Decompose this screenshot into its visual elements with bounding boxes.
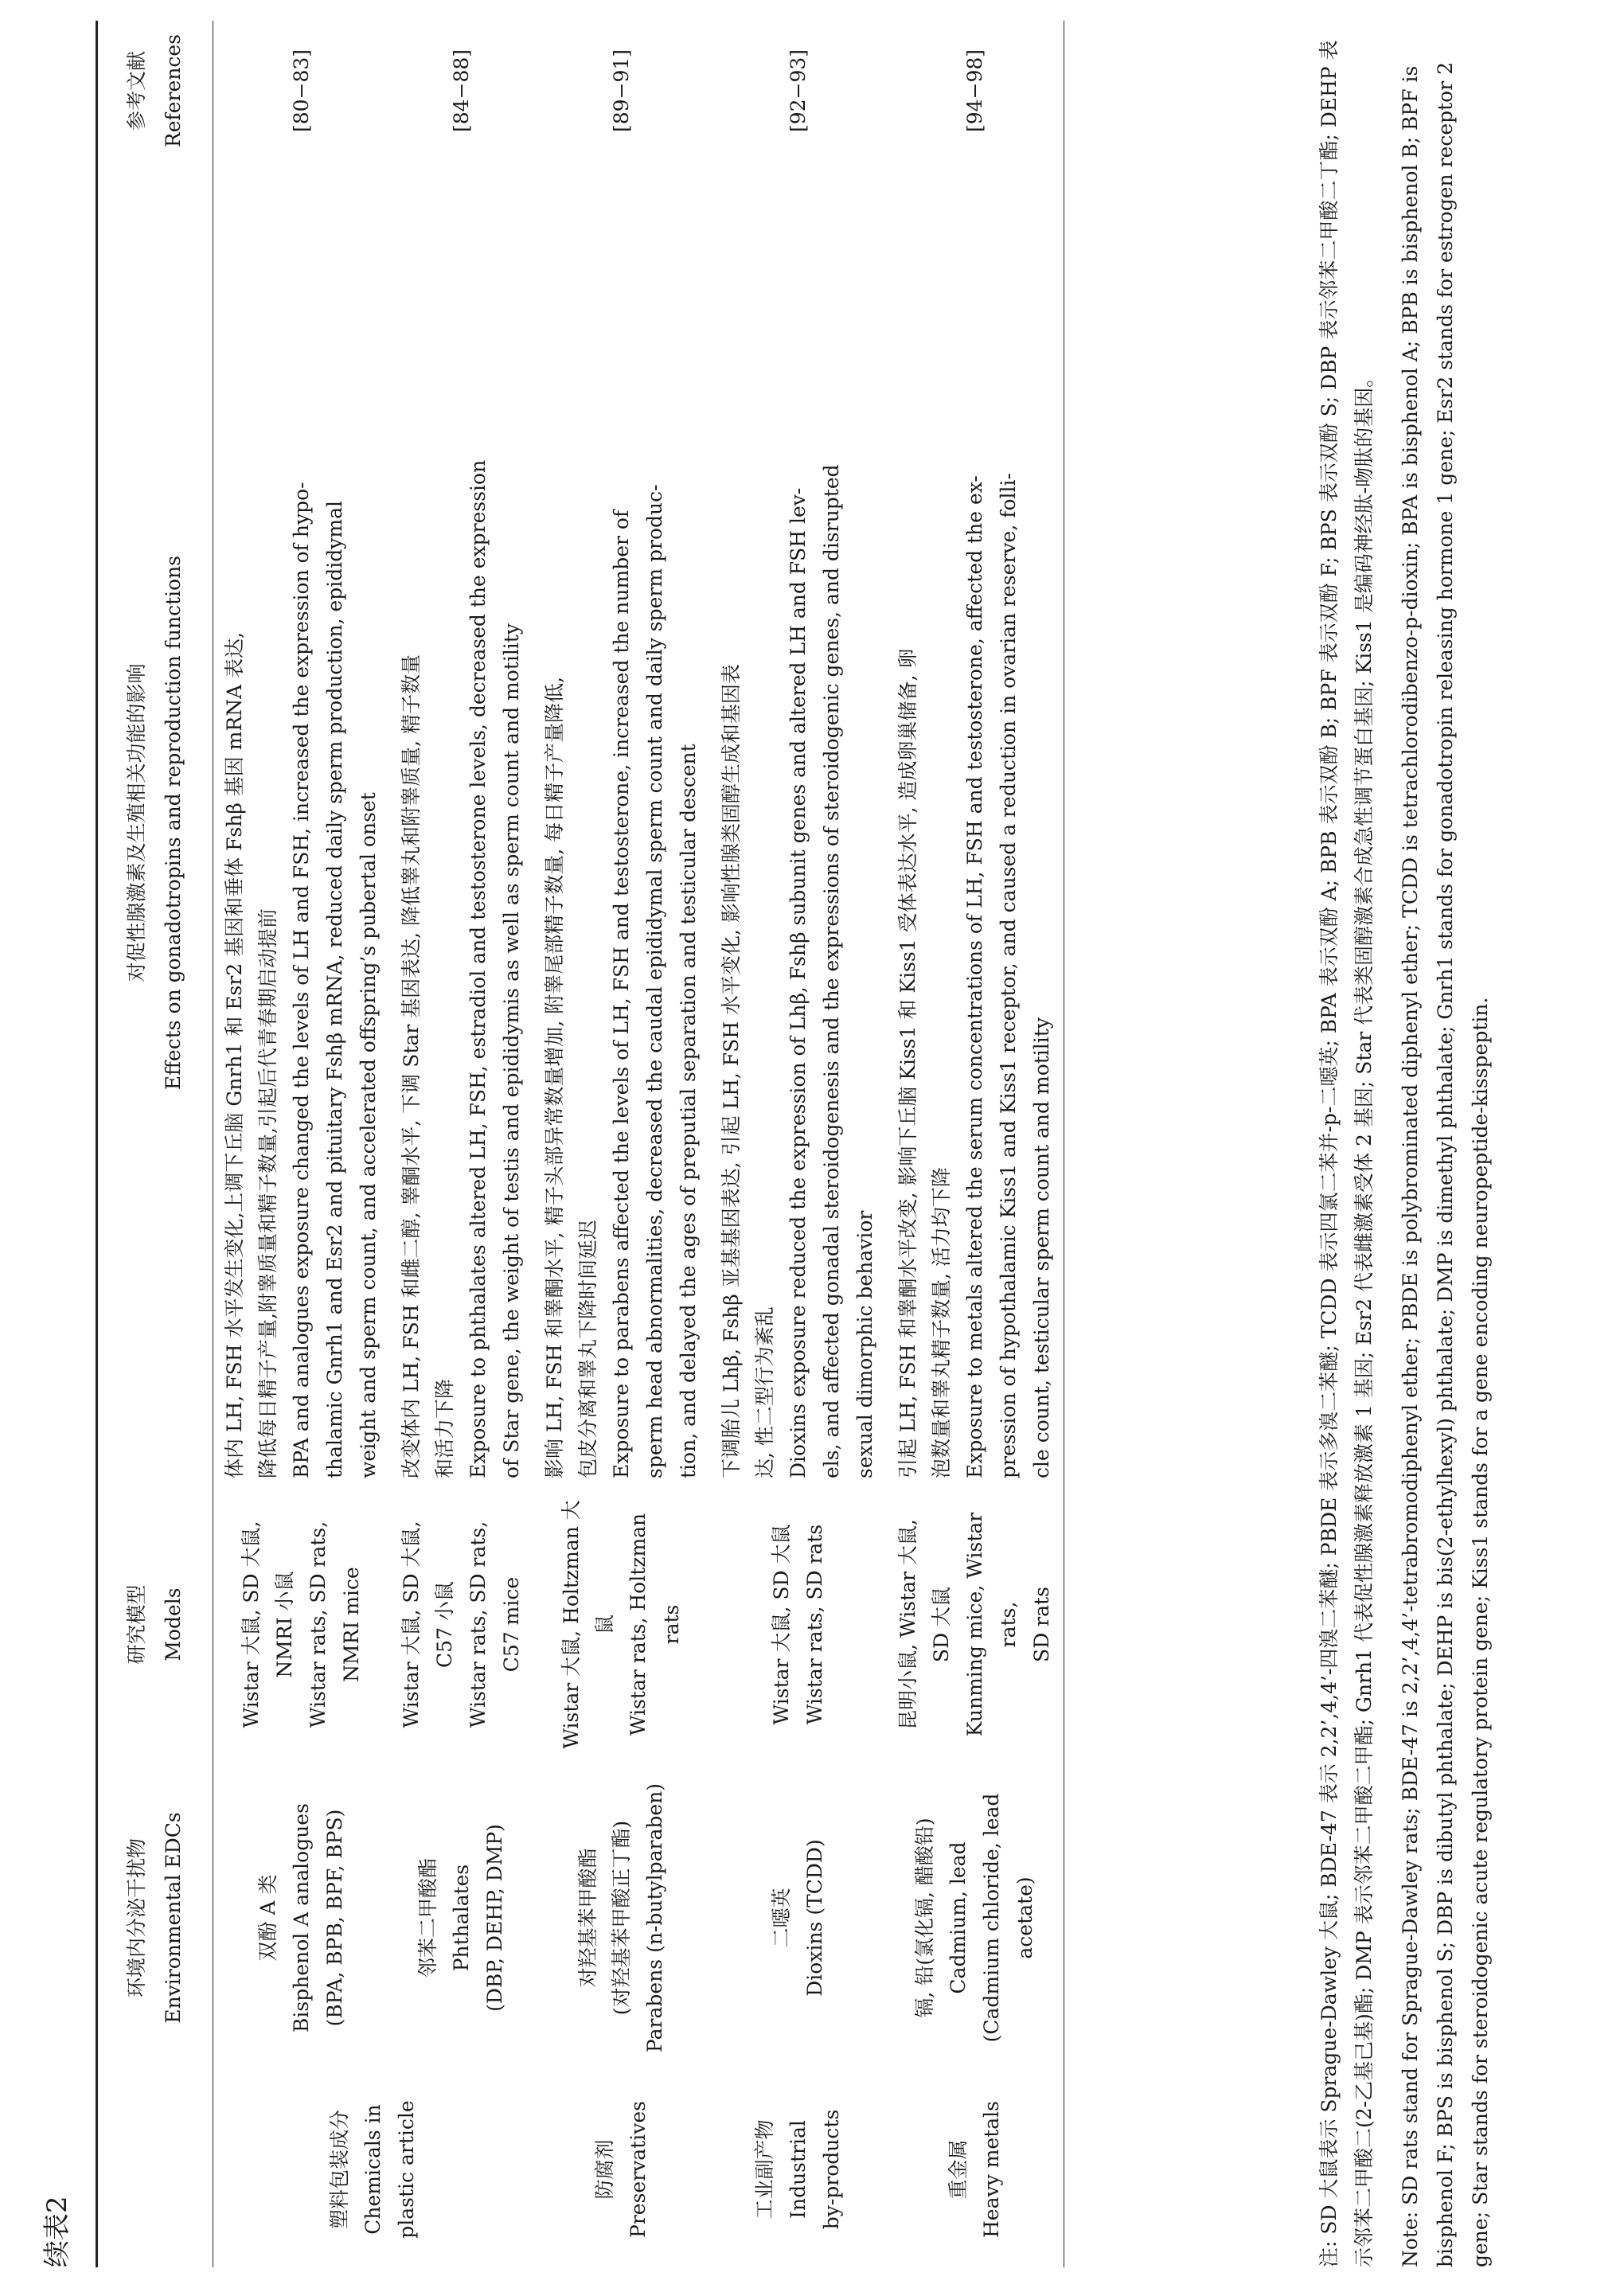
- header-models-zh: 研究模型: [125, 1584, 148, 1665]
- compound-cell-line: (对羟基苯甲酸正丁酯): [610, 1820, 633, 2016]
- group-cell-line: Preservatives: [627, 2101, 650, 2238]
- effects-cell-line: 降低每日精子产量,附睾质量和精子数量,引起后代青春期启动提前: [256, 908, 279, 1478]
- models-cell-line: NMRI mice: [340, 1567, 363, 1682]
- effects-cell-line: sexual dimorphic behavior: [853, 1210, 876, 1478]
- models-cell: [390, 1485, 533, 1764]
- header-refs-en: References: [162, 33, 185, 148]
- refs-cell-line: [89−91]: [610, 49, 633, 133]
- models-cell-line: Wistar 大鼠, SD 大鼠,: [400, 1521, 423, 1728]
- table-row: [533, 21, 710, 2267]
- header-effects-en: Effects on gonadotropins and reproduction functions: [162, 555, 185, 1091]
- effects-cell-line: 和活力下降: [433, 1378, 456, 1478]
- effects-cell-line: 包皮分离和睾丸下降时间延迟: [576, 1219, 599, 1478]
- header-refs-zh: 参考文献: [125, 51, 148, 131]
- effects-cell-line: 泡数量和睾丸精子数量, 活力均下降: [930, 1167, 953, 1478]
- group-cell-line: by-products: [820, 2109, 843, 2230]
- group-cell-line: 防腐剂: [593, 2139, 616, 2200]
- effects-cell-line: Dioxins exposure reduced the expression of Lhβ, Fshβ subunit genes and altered LH and FSH lev-: [787, 487, 810, 1478]
- effects-cell: [887, 161, 1064, 1485]
- effects-cell-line: tion, and delayed the ages of preputial separation and testicular descent: [677, 744, 700, 1478]
- effects-cell: [710, 161, 887, 1485]
- compound-cell-line: Phthalates: [450, 1864, 473, 1972]
- header-models-en: Models: [162, 1587, 185, 1661]
- group-cell-line: Heavy metals: [980, 2101, 1003, 2238]
- effects-cell-line: pression of hypothalamic Kiss1 and Kiss1 receptor, and caused a reduction in ovarian reserve, folli-: [997, 473, 1020, 1478]
- models-cell: [213, 1485, 391, 1764]
- refs-cell-line: [84−88]: [450, 49, 473, 133]
- compound-cell: [710, 1764, 887, 2071]
- effects-cell-line: 达, 性二型行为紊乱: [753, 1306, 776, 1478]
- effects-cell-line: 引起 LH, FSH 和睾酮水平改变, 影响下丘脑 Kiss1 和 Kiss1 受体表达水平, 造成卵巢储备, 卵: [896, 648, 919, 1478]
- models-cell: [710, 1485, 887, 1764]
- models-cell-line: Kunming mice, Wistar rats,: [963, 1512, 1020, 1737]
- table-row: [213, 21, 391, 2267]
- table-row: [390, 21, 533, 2267]
- header-group: [97, 2071, 213, 2267]
- header-effects: [97, 161, 213, 1485]
- refs-cell: [533, 21, 710, 161]
- compound-cell-line: 镉, 铅(氯化镉, 醋酸铅): [913, 1818, 936, 2018]
- table-row: [887, 21, 1064, 2267]
- header-models: [97, 1485, 213, 1764]
- effects-cell-line: Exposure to phthalates altered LH, FSH, estradiol and testosterone levels, decreased the expression: [466, 459, 490, 1478]
- header-references: [97, 21, 213, 161]
- compound-cell: [533, 1764, 710, 2071]
- effects-cell-line: sperm head abnormalities, decreased the caudal epididymal sperm count and daily sperm produc-: [643, 484, 666, 1478]
- compound-cell-line: Parabens (n-butylparaben): [643, 1783, 666, 2053]
- header-category-zh: 环境内分泌干扰物: [125, 1838, 148, 1998]
- effects-cell-line: Exposure to metals altered the serum concentrations of LH, FSH and testosterone, affected the ex-: [963, 475, 986, 1478]
- refs-cell-line: [80−83]: [290, 49, 313, 133]
- refs-cell: [213, 21, 391, 161]
- effects-cell-line: 下调胎儿 Lhβ, Fshβ 亚基基因表达, 引起 LH, FSH 水平变化, 影响性腺类固醇生成和基因表: [720, 664, 743, 1478]
- table-caption: 续表2: [41, 2196, 73, 2267]
- group-cell-line: 工业副产物: [753, 2119, 776, 2220]
- compound-cell-line: (BPA, BPB, BPF, BPS): [323, 1809, 346, 2027]
- effects-cell-line: els, and affected gonadal steroidogenesis and the expressions of steroidogenic genes, and disrupted: [820, 464, 843, 1478]
- models-cell-line: 昆明小鼠, Wistar 大鼠,: [896, 1519, 919, 1730]
- group-cell: [710, 2071, 887, 2267]
- effects-cell-line: 影响 LH, FSH 和睾酮水平, 精子头部异常数量增加, 附睾尾部精子数量, 每日精子产量降低,: [543, 676, 566, 1478]
- refs-cell-line: [94−98]: [963, 49, 986, 133]
- models-cell-line: Wistar 大鼠, SD 大鼠: [770, 1524, 793, 1725]
- compound-cell-line: Dioxins (TCDD): [803, 1839, 826, 1997]
- group-cell-line: 重金属: [947, 2139, 970, 2200]
- table-header-row: [97, 21, 213, 2267]
- refs-cell: [710, 21, 887, 161]
- models-cell-line: Wistar 大鼠, Holtzman 大鼠: [560, 1500, 616, 1749]
- table-body: [213, 21, 1064, 2267]
- models-cell-line: Wistar rats, SD rats,: [306, 1521, 330, 1728]
- models-cell-line: SD rats: [1030, 1587, 1053, 1662]
- compound-cell: [390, 1764, 533, 2071]
- compound-cell-line: (DBP, DEHP, DMP): [483, 1824, 506, 2012]
- compound-cell-line: 对羟基苯甲酸酯: [576, 1848, 599, 1988]
- header-category: [97, 1764, 213, 2071]
- effects-cell-line: cle count, testicular sperm count and motility: [1030, 1017, 1053, 1478]
- effects-cell: [533, 161, 710, 1485]
- refs-cell-line: [92−93]: [787, 49, 810, 133]
- models-cell: [887, 1485, 1064, 1764]
- group-cell: [213, 2071, 534, 2267]
- group-cell: [533, 2071, 710, 2267]
- models-cell: [533, 1485, 710, 1764]
- effects-cell: [213, 161, 391, 1485]
- compound-cell-line: 二噁英: [770, 1888, 793, 1948]
- models-cell-line: C57 小鼠: [433, 1581, 456, 1668]
- compound-cell: [887, 1764, 1064, 2071]
- group-cell: [887, 2071, 1064, 2267]
- header-category-en: Environmental EDCs: [162, 1812, 185, 2024]
- compound-cell: [213, 1764, 391, 2071]
- note-zh: 注: SD 大鼠表示 Sprague-Dawley 大鼠; BDE-47 表示 2,2’,4,4’-四溴二苯醚; PBDE 表示多溴二苯醚; TCDD 表示四氯二苯并-p-二噁英; BPA 表示双酚 A; BPB 表示双酚 B; BPF 表示双酚 F; BPS 表示双酚 S; DBP 表示邻苯二甲酸二丁酯; DEHP 表示邻苯二甲酸二(2-乙基己基)酯; DMP 表示邻苯二甲酸二甲酯; Gnrh1 代表促性腺激素释放激素 1 基因; Esr2 代表雌激素受体 2 基因; Star 代表类固醇激素合成急性调节蛋白基因; Kiss1 是编码神经肽-吻肽的基因。: [1317, 40, 1376, 2267]
- effects-cell-line: 体内 LH, FSH 水平发生变化,上调下丘脑 Gnrh1 和 Esr2 基因和垂体 Fshβ 基因 mRNA 表达,: [223, 631, 246, 1478]
- compound-cell-line: Bisphenol A analogues: [290, 1803, 313, 2032]
- models-cell-line: Wistar rats, Holtzman rats: [627, 1513, 683, 1736]
- group-cell-line: 塑料包装成分: [328, 2110, 351, 2230]
- effects-cell-line: of Star gene, the weight of testis and epididymis as well as sperm count and motility: [500, 623, 523, 1478]
- data-table: [96, 21, 1064, 2267]
- table-row: [710, 21, 887, 2267]
- models-cell-line: NMRI 小鼠: [273, 1571, 296, 1678]
- models-cell-line: Wistar rats, SD rats: [803, 1524, 826, 1725]
- compound-cell-line: Cadmium, lead: [947, 1841, 970, 1994]
- effects-cell: [390, 161, 533, 1485]
- group-cell-line: Industrial: [787, 2120, 810, 2219]
- note-en: Note: SD rats stand for Sprague-Dawley rats; BDE-47 is 2,2’,4,4’-tetrabromodiphenyl ether; PBDE is polybrominated diphenyl ether; TCDD is tetrachlorodibenzo-p-dioxin; BPA is bisphenol A; BPB is bisphenol B; BPF is bisphenol F; BPS is bisphenol S; DBP is dibutyl phthalate; DEHP is bis(2-ethylhexyl) phthalate; DMP is dimethyl phthalate; Gnrh1 stands for gonadotropin releasing hormone 1 gene; Esr2 stands for estrogen receptor 2 gene; Star stands for steroidogenic acute regulatory protein gene; Kiss1 stands for a gene encoding neuropeptide-kisspeptin.: [1399, 61, 1492, 2267]
- refs-cell: [390, 21, 533, 161]
- group-cell-line: plastic article: [395, 2100, 418, 2239]
- models-cell-line: SD 大鼠: [930, 1586, 953, 1663]
- effects-cell-line: Exposure to parabens affected the levels of LH, FSH and testosterone, increased the number of: [610, 510, 633, 1478]
- effects-cell-line: 改变体内 LH, FSH 和雌二醇, 睾酮水平, 下调 Star 基因表达, 降低睾丸和附睾质量, 精子数量: [400, 654, 423, 1478]
- group-cell-line: Chemicals in: [361, 2104, 385, 2235]
- compound-cell-line: (Cadmium chloride, lead acetate): [980, 1793, 1036, 2043]
- models-cell-line: Wistar rats, SD rats,: [466, 1521, 490, 1728]
- models-cell-line: Wistar 大鼠, SD 大鼠,: [240, 1521, 263, 1728]
- refs-cell: [887, 21, 1064, 161]
- compound-cell-line: 双酚 A 类: [256, 1874, 279, 1962]
- models-cell-line: C57 mice: [500, 1576, 523, 1673]
- table-notes: [1312, 29, 1509, 2267]
- compound-cell-line: 邻苯二甲酸酯: [416, 1858, 439, 1978]
- effects-cell-line: BPA and analogues exposure changed the levels of LH and FSH, increased the expression of hypo-: [290, 482, 313, 1478]
- effects-cell-line: thalamic Gnrh1 and Esr2 and pituitary Fshβ mRNA, reduced daily sperm production, epididymal: [323, 500, 346, 1478]
- effects-cell-line: weight and sperm count, and accelerated offspring’s pubertal onset: [357, 792, 380, 1478]
- header-effects-zh: 对促性腺激素及生殖相关功能的影响: [125, 663, 148, 982]
